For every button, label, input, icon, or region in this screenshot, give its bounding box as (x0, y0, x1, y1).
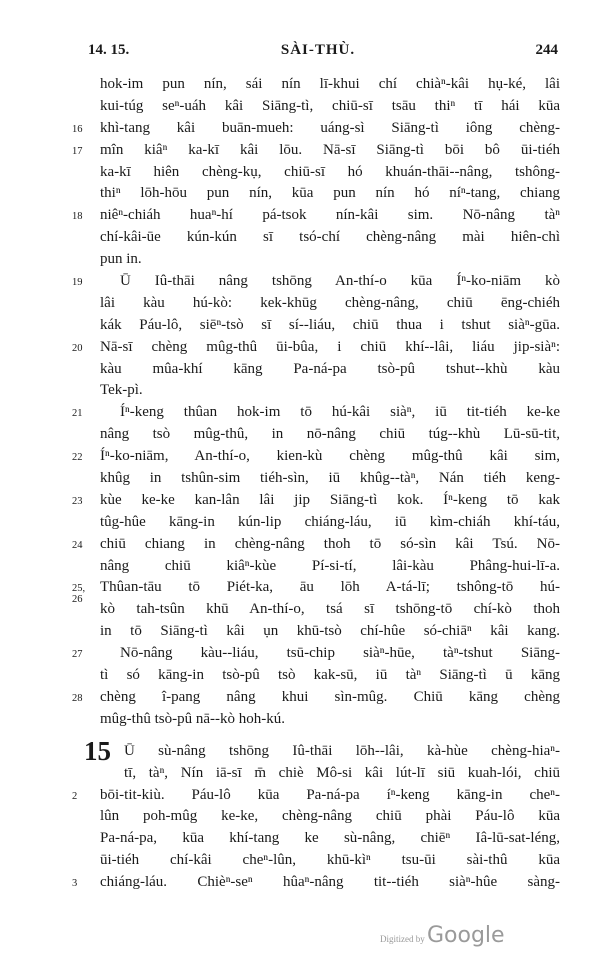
text-line (0, 402, 615, 424)
verse-text: pun in. (100, 251, 142, 268)
text-line (0, 96, 615, 118)
verse-text: hok-im pun nín, sái nín lī-khui chí chiàⁿ-kâi hụ-ké, lâi (100, 76, 560, 92)
verse-text: ūi-tiéh chí-kâi cheⁿ-lûn, khū-kìⁿ tsu-ūi sài-thû kūa (100, 852, 560, 869)
verse-text: Nā-sī chèng mûg-thû ūi-bûa, i chiū khí--lâi, liáu jip-siàⁿ: (100, 338, 560, 355)
text-line (0, 735, 615, 766)
book-title: SÀI-THÙ. (280, 42, 356, 58)
chapter-number: 15 (84, 735, 111, 766)
verse-text: mûg-thû tsò-pû nā--kò hoh-kú. (100, 710, 285, 727)
verse-text: in tō Siāng-tì kâi ụn khū-tsò chí-hûe só-chiāⁿ kâi kang. (100, 623, 560, 640)
verse-number: 24 (72, 539, 83, 551)
verse-text: Íⁿ-ko-niām, An-thí-o, kien-kù chèng mûg-thû kâi sim, (100, 448, 560, 465)
text-line (0, 249, 615, 271)
verse-text: Ū sù-nâng tshōng Iû-thāi lōh--lâi, kà-hùe chèng-hiaⁿ- (124, 742, 560, 759)
verse-text: Nō-nâng kàu--liáu, tsū-chip siàⁿ-hūe, tàⁿ-tshut Siāng- (120, 645, 560, 662)
digitization-watermark (380, 923, 505, 948)
text-line (0, 205, 615, 227)
verse-text: kák Páu-lô, siēⁿ-tsò sī sí--liáu, chiū thua i tshut siàⁿ-gūa. (100, 316, 560, 333)
text-line (0, 643, 615, 665)
running-header (78, 42, 558, 64)
text-line (0, 271, 615, 293)
verse-number: 20 (72, 342, 83, 354)
page-number: 244 (535, 42, 558, 58)
text-line (0, 850, 615, 872)
text-line (0, 227, 615, 249)
text-line (0, 872, 615, 894)
text-line (0, 490, 615, 512)
chapter-reference: 14. 15. (88, 42, 130, 58)
text-line (0, 828, 615, 850)
verse-text: lâi kàu hú-kò: kek-khūg chèng-nâng, chiū ēng-chiéh (100, 294, 560, 311)
verse-text: tī, tàⁿ, Nín iā-sī m̄ chiè Mô-si kâi lút-lī siū kuah-lói, chiū (124, 764, 560, 781)
verse-text: kò tah-tsûn khū An-thí-o, tsá sī tshōng-tō chí-kò thoh (100, 601, 560, 618)
verse-number: 25, 26 (72, 583, 86, 606)
text-line (0, 556, 615, 578)
text-line (0, 709, 615, 731)
text-line (0, 293, 615, 315)
verse-text: kui-túg seⁿ-uáh kâi Siāng-tì, chiū-sī tsāu thiⁿ tī hái kūa (100, 97, 560, 114)
text-line (0, 183, 615, 205)
verse-text: nâng tsò mûg-thû, in nō-nâng chiū túg--khù Lū-sū-tit, (100, 426, 560, 443)
text-line (0, 468, 615, 490)
verse-number: 2 (72, 790, 78, 802)
verse-number: 22 (72, 452, 83, 464)
verse-text: Ū Iû-thāi nâng tshōng An-thí-o kūa Íⁿ-ko-niām kò (120, 273, 560, 290)
text-line (0, 315, 615, 337)
text-line (0, 446, 615, 468)
text-line (0, 337, 615, 359)
verse-number: 28 (72, 692, 83, 704)
verse-text: kàu mûa-khí kāng Pa-ná-pa tsò-pû tshut--khù kàu (100, 360, 560, 377)
text-line (0, 359, 615, 381)
verse-text: Thûan-tāu tō Piét-ka, āu lōh A-tá-lī; tshông-tō hú- (100, 579, 560, 596)
text-line (0, 534, 615, 556)
verse-text: Tek-pì. (100, 382, 143, 399)
text-line (0, 665, 615, 687)
text-line (0, 74, 615, 96)
verse-text: ka-kī hiên chèng-kụ, chiū-sī hó khuán-thāi--nâng, tshông- (100, 163, 560, 180)
text-line (0, 577, 615, 606)
verse-number: 19 (72, 277, 83, 289)
verse-text: tì só kāng-in tsò-pû tsò kak-sū, iū tàⁿ Siāng-tì ū kāng (100, 667, 560, 684)
verse-text: mîn kiâⁿ ka-kī kâi lōu. Nā-sī Siāng-tì bōi bô ūi-tiéh (100, 141, 560, 158)
text-line (0, 621, 615, 643)
verse-text: nâng chiū kiâⁿ-kùe Pí-si-tí, lâi-kàu Phâng-hui-lī-a. (100, 557, 560, 574)
verse-number: 27 (72, 649, 83, 661)
text-line (0, 162, 615, 184)
text-line (0, 380, 615, 402)
verse-text: Íⁿ-keng thûan hok-im tō hú-kâi siàⁿ, iū tit-tiéh ke-ke (120, 404, 560, 421)
verse-number: 18 (72, 211, 83, 223)
verse-text: tûg-hûe kāng-in kún-lip chiáng-láu, iū kìm-chiáh khí-táu, (100, 513, 560, 530)
text-line (0, 806, 615, 828)
verse-text: Pa-ná-pa, kūa khí-tang ke sù-nâng, chiēⁿ Iâ-lū-sat-léng, (100, 830, 560, 847)
page-body (0, 74, 615, 894)
text-line (0, 424, 615, 446)
text-line (0, 599, 615, 621)
verse-text: bōi-tit-kiù. Páu-lô kūa Pa-ná-pa íⁿ-keng kāng-in cheⁿ- (100, 786, 560, 803)
verse-text: chèng î-pang nâng khui sìn-mûg. Chiū kāng chèng (100, 688, 560, 705)
text-line (0, 140, 615, 162)
verse-text: thiⁿ lōh-hōu pun nín, kūa pun nín hó níⁿ-tang, chiang (100, 185, 560, 202)
verse-text: chí-kâi-ūe kún-kún sī tsó-chí chèng-nâng mài hiên-chì (100, 229, 560, 246)
text-line (0, 118, 615, 140)
verse-text: lûn poh-mûg ke-ke, chèng-nâng chiū phài Páu-lô kūa (100, 808, 560, 825)
text-line (0, 785, 615, 807)
verse-number: 17 (72, 145, 83, 157)
text-line (0, 763, 615, 785)
verse-text: khì-tang kâi buān-mueh: uáng-sì Siāng-tì iông chèng- (100, 119, 560, 136)
digitized-label: Digitized by (380, 934, 425, 944)
verse-text: khûg in tshûn-sim tiéh-sìn, iū khûg--tàⁿ, Nán tiéh keng- (100, 470, 560, 487)
verse-text: kùe ke-ke kan-lân lâi jip Siāng-tì kok. Íⁿ-keng tō kak (100, 491, 560, 508)
verse-number: 16 (72, 123, 83, 135)
verse-number: 21 (72, 408, 83, 420)
verse-number: 23 (72, 495, 83, 507)
verse-text: chiū chiang in chèng-nâng thoh tō só-sìn kâi Tsú. Nō- (100, 535, 560, 552)
text-line (0, 512, 615, 534)
text-line (0, 687, 615, 709)
verse-text: niêⁿ-chiáh huaⁿ-hí pá-tsok nín-kâi sim. Nō-nâng tàⁿ (100, 207, 560, 224)
google-logo: Google (427, 923, 505, 948)
verse-text: chiáng-láu. Chièⁿ-seⁿ hûaⁿ-nâng tit--tiéh siàⁿ-hûe sàng- (100, 874, 560, 891)
verse-number: 3 (72, 878, 78, 890)
